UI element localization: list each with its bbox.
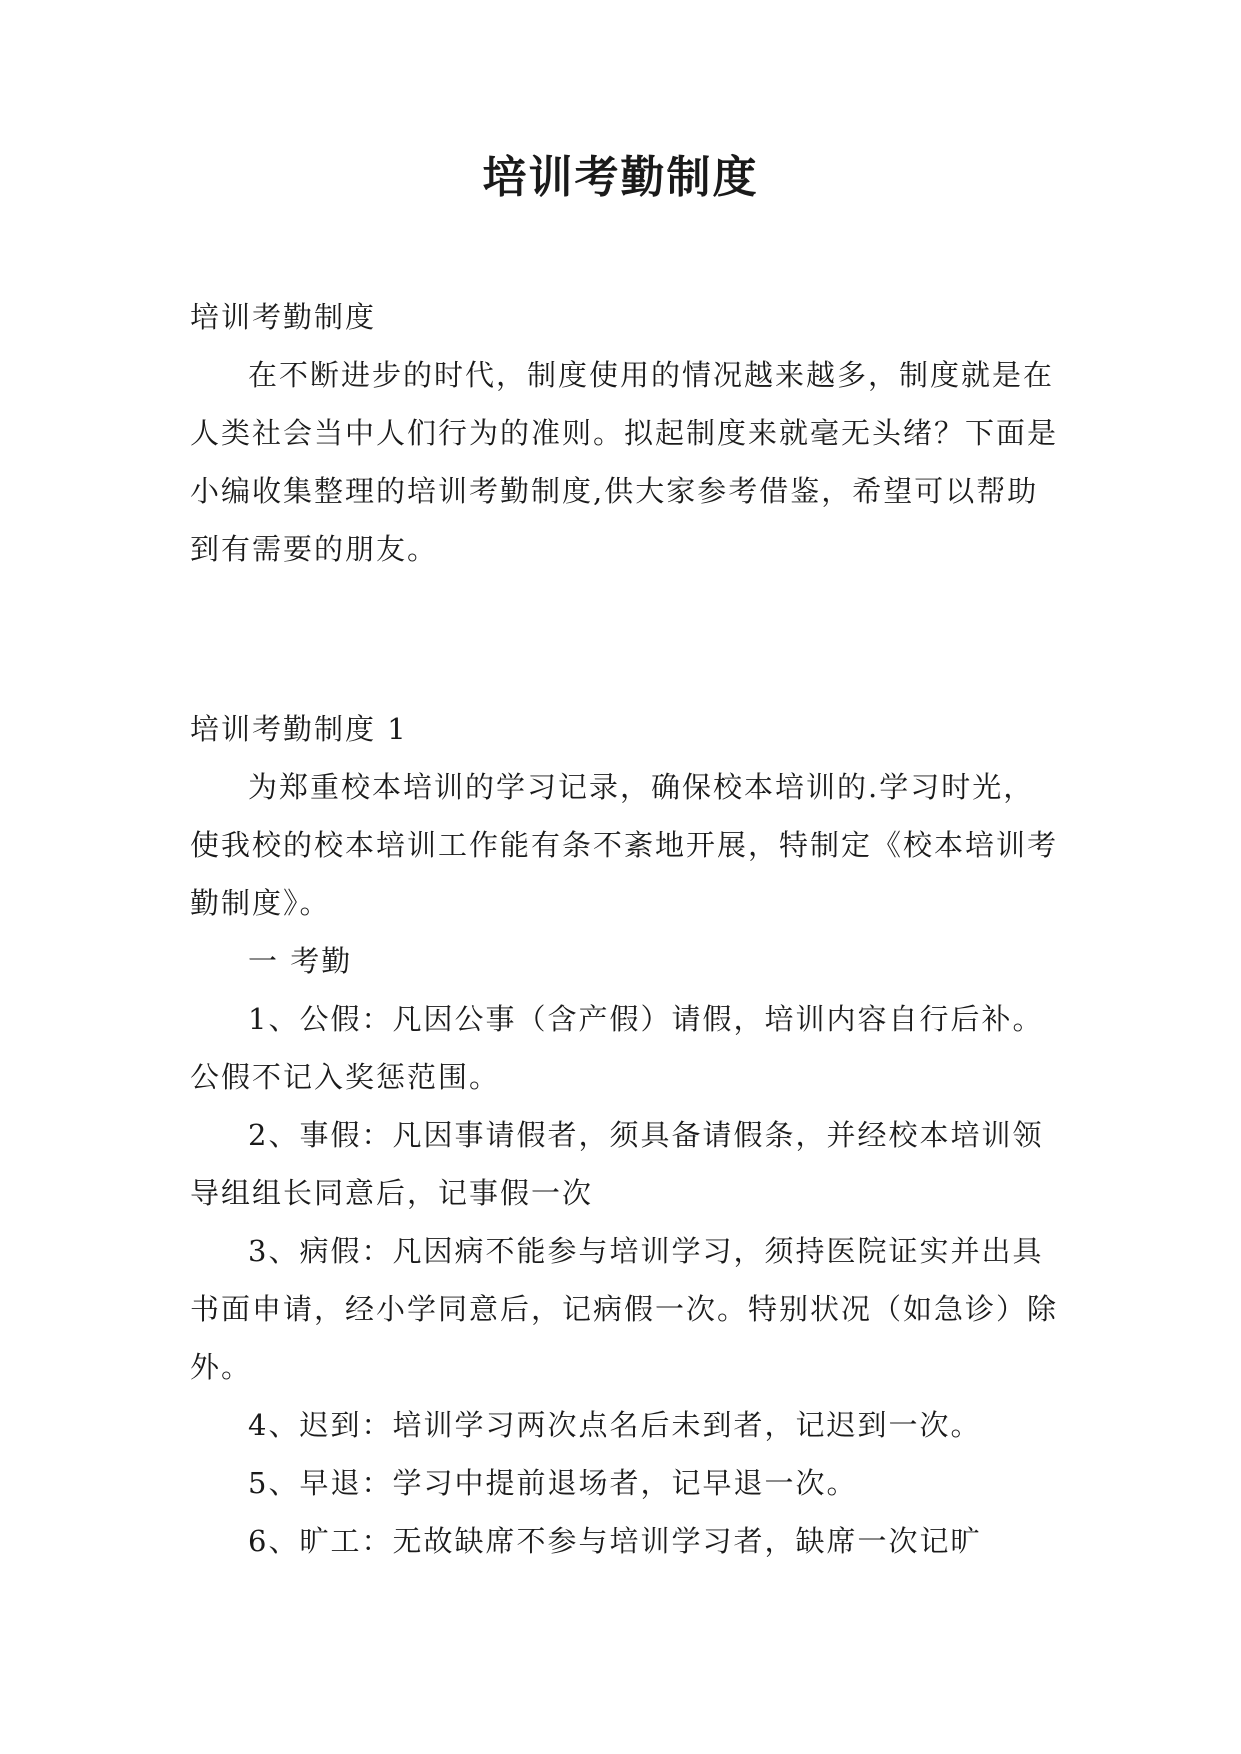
intro-section: [190, 288, 1060, 578]
rule-item-absence: 6、旷工：无故缺席不参与培训学习者，缺席一次记旷: [248, 1524, 982, 1558]
intro-heading: 培训考勤制度: [190, 300, 377, 334]
attendance-subheading: 一 考勤: [248, 944, 353, 978]
rule-item-personal-leave: 2、事假：凡因事请假者，须具备请假条，并经校本培训领导组组长同意后，记事假一次: [190, 1118, 1044, 1210]
section-1-heading: 培训考勤制度 1: [190, 712, 408, 746]
document-title: 培训考勤制度: [482, 152, 759, 203]
intro-paragraph: 在不断进步的时代，制度使用的情况越来越多，制度就是在人类社会当中人们行为的准则。拟起制度来就毫无头绪？下面是小编收集整理的培训考勤制度,供大家参考借鉴，希望可以帮助到有需要的朋友。: [190, 358, 1059, 566]
section-1-paragraph: 为郑重校本培训的学习记录，确保校本培训的.学习时光，使我校的校本培训工作能有条不紊地开展，特制定《校本培训考勤制度》。: [190, 770, 1059, 920]
rule-item-late: 4、迟到：培训学习两次点名后未到者，记迟到一次。: [248, 1408, 982, 1442]
rule-item-public-leave: 1、公假：凡因公事（含产假）请假，培训内容自行后补。公假不记入奖惩范围。: [190, 1002, 1044, 1094]
rule-item-early-leave: 5、早退：学习中提前退场者，记早退一次。: [248, 1466, 858, 1500]
section-1: [190, 700, 1060, 1570]
rule-item-sick-leave: 3、病假：凡因病不能参与培训学习，须持医院证实并出具书面申请，经小学同意后，记病假一次。特别状况（如急诊）除外。: [190, 1234, 1059, 1384]
